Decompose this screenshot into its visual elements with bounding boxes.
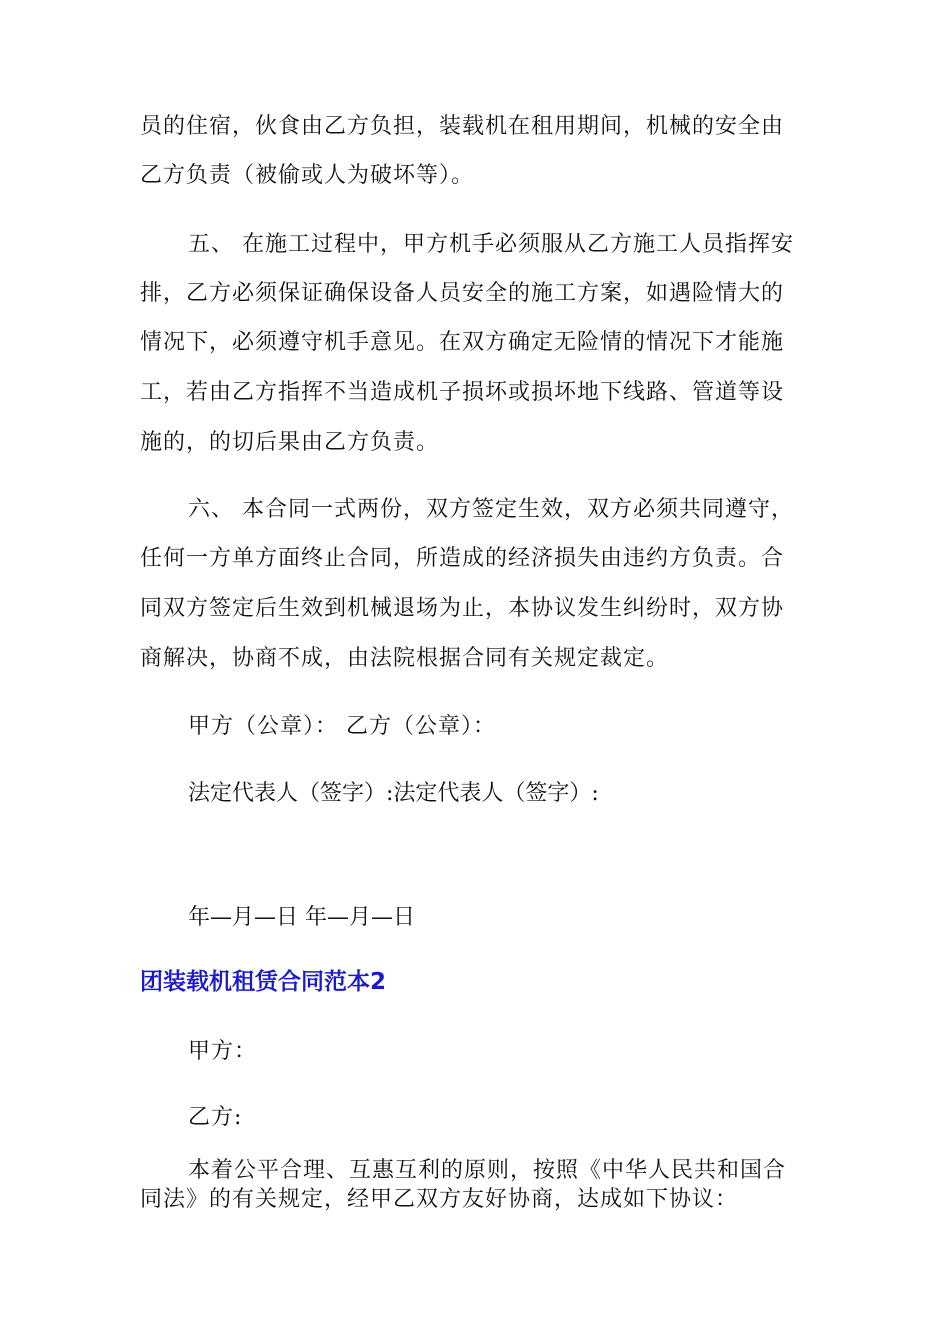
clause-six-line: 同双方签定后生效到机械退场为止，本协议发生纠纷时，双方协 xyxy=(140,596,785,621)
paragraph-line: 员的住宿，伙食由乙方负担，装载机在租用期间，机械的安全由 xyxy=(140,114,785,139)
paragraph-line: 乙方负责（被偷或人为破坏等）。 xyxy=(140,163,475,188)
clause-five-line: 工，若由乙方指挥不当造成机子损坏或损坏地下线路、管道等设 xyxy=(140,380,785,405)
clause-six-line: 任何一方单方面终止合同，所造成的经济损失由违约方负责。合 xyxy=(140,546,785,571)
clause-five-line: 排，乙方必须保证确保设备人员安全的施工方案，如遇险情大的 xyxy=(140,281,785,306)
clause-six-line: 商解决，协商不成，由法院根据合同有关规定裁定。 xyxy=(140,646,670,671)
party-a-line: 甲方： xyxy=(188,1039,258,1064)
clause-five-line: 施的，的切后果由乙方负责。 xyxy=(140,430,440,455)
clause-five-line: 五、 在施工过程中，甲方机手必须服从乙方施工人员指挥安 xyxy=(188,232,794,257)
intro-line: 本着公平合理、互惠互利的原则，按照《中华人民共和国合 xyxy=(188,1158,787,1183)
representative-signature-line: 法定代表人（签字）:法定代表人（签字）: xyxy=(188,781,599,806)
intro-line: 同法》的有关规定，经甲乙双方友好协商，达成如下协议： xyxy=(140,1187,739,1212)
seal-line: 甲方（公章）： 乙方（公章）： xyxy=(188,714,496,739)
date-line: 年—月—日 年—月—日 xyxy=(188,905,415,930)
section-title: 团装载机租赁合同范本2 xyxy=(140,969,387,995)
party-b-line: 乙方: xyxy=(188,1105,243,1130)
clause-five-line: 情况下，必须遵守机手意见。在双方确定无险情的情况下才能施 xyxy=(140,330,785,355)
clause-six-line: 六、 本合同一式两份，双方签定生效，双方必须共同遵守， xyxy=(188,497,794,522)
